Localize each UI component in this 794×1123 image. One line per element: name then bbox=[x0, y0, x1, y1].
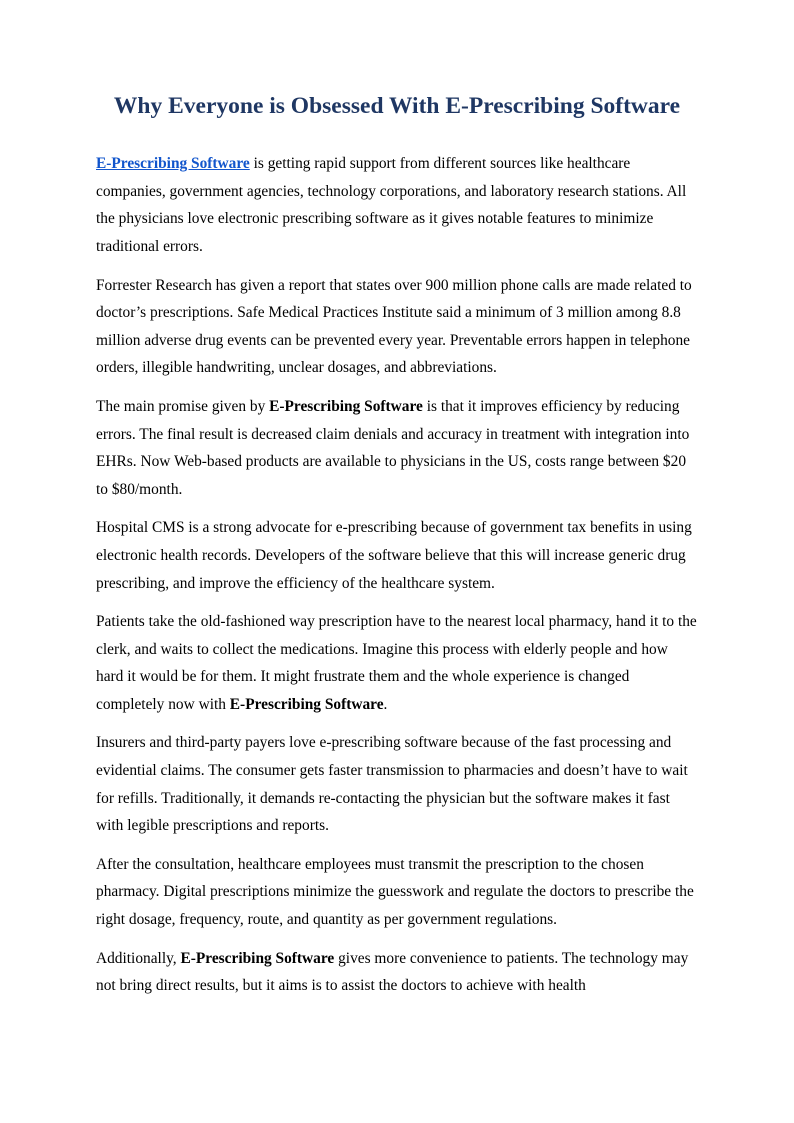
paragraph-8-before: Additionally, bbox=[96, 949, 181, 967]
paragraph-8-bold: E-Prescribing Software bbox=[180, 949, 335, 967]
document-page bbox=[96, 92, 698, 1011]
paragraph-2: Forrester Research has given a report that states over 900 million phone calls are made related to doctor’s prescriptions. Safe Medical Practices Institute said a minimum of 3 million among 8.8 million adverse drug events can be prevented every year. Preventable errors happen in telephone orders, illegible handwriting, unclear dosages, and abbreviations. bbox=[96, 276, 692, 377]
page-title: Why Everyone is Obsessed With E-Prescribing Software bbox=[113, 93, 681, 119]
paragraph-6: Insurers and third-party payers love e-prescribing software because of the fast processing and evidential claims. The consumer gets faster transmission to pharmacies and doesn’t have to wait for refills. Traditionally, it demands re-contacting the physician but the software makes it fast with legible prescriptions and reports. bbox=[96, 734, 688, 835]
paragraph-8-after: gives more convenience to patients. The technology may not bring direct results, but it aims is to assist the doctors to achieve with health bbox=[96, 949, 689, 995]
paragraph-5 bbox=[96, 608, 698, 718]
paragraph-1 bbox=[96, 150, 698, 260]
paragraph-3-after: is that it improves efficiency by reducing errors. The final result is decreased claim denials and accuracy in treatment with integration into EHRs. Now Web-based products are available to physicians in the US, costs range between $20 to $80/month. bbox=[96, 397, 690, 498]
paragraph-7: After the consultation, healthcare employees must transmit the prescription to the chosen pharmacy. Digital prescriptions minimize the guesswork and regulate the doctors to prescribe the right dosage, frequency, route, and quantity as per government regulations. bbox=[96, 855, 694, 929]
paragraph-3 bbox=[96, 393, 698, 503]
paragraph-5-bold: E-Prescribing Software bbox=[229, 695, 384, 713]
paragraph-8 bbox=[96, 945, 698, 1000]
paragraph-5-after: . bbox=[383, 695, 388, 713]
e-prescribing-software-link[interactable]: E-Prescribing Software bbox=[96, 155, 250, 173]
paragraph-5-before: Patients take the old-fashioned way prescription have to the nearest local pharmacy, hand it to the clerk, and waits to collect the medications. Imagine this process with elderly people and how hard it would be for them. It might frustrate them and the whole experience is changed completely now with bbox=[96, 613, 697, 713]
paragraph-3-bold: E-Prescribing Software bbox=[269, 397, 423, 415]
paragraph-1-text: is getting rapid support from different sources like healthcare companies, government agencies, technology corporations, and laboratory research stations. All the physicians love electronic prescribing software as it gives notable features to minimize traditional errors. bbox=[96, 155, 687, 255]
paragraph-3-before: The main promise given by bbox=[96, 397, 270, 415]
paragraph-4: Hospital CMS is a strong advocate for e-prescribing because of government tax benefits in using electronic health records. Developers of the software believe that this will increase generic drug prescribing, and improve the efficiency of the healthcare system. bbox=[96, 519, 692, 592]
